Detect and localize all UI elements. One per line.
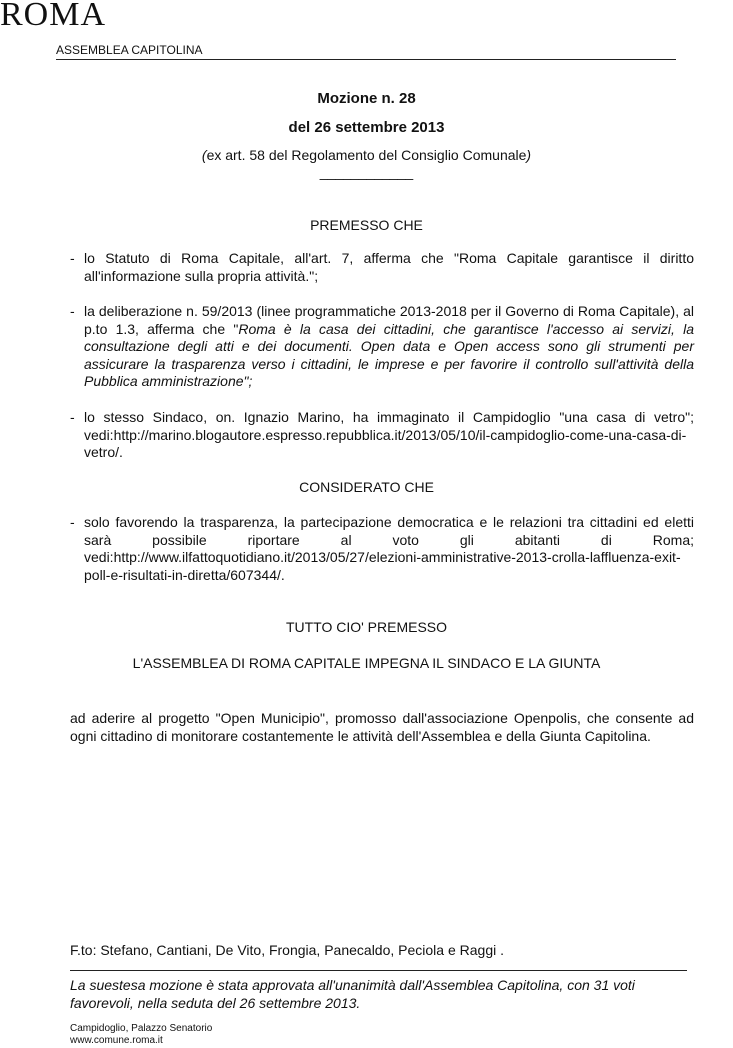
motion-body: ad aderire al progetto "Open Municipio", promosso dall'associazione Openpolis, che consente ad ogni cittadino di monitorare costantemente le attività dell'Assemblea e della Giunta Capitolina.	[70, 710, 694, 744]
premesso-item-text: lo Statuto di Roma Capitale, all'art. 7, afferma che "Roma Capitale garantisce il diritto all'informazione sulla propria attività.";	[84, 250, 694, 284]
premesso-item	[70, 303, 694, 391]
impegna-heading: L'ASSEMBLEA DI ROMA CAPITALE IMPEGNA IL SINDACO E LA GIUNTA	[132, 655, 601, 671]
footer-address: Campidoglio, Palazzo Senatorio	[70, 1023, 213, 1034]
bullet-mark: -	[70, 303, 75, 319]
considerato-item	[70, 514, 694, 584]
premesso-item	[70, 409, 694, 462]
approval-divider	[70, 970, 687, 971]
ref-close-paren: )	[526, 147, 532, 163]
premesso-item-quote: Roma è la casa dei cittadini, che garantisce l'accesso ai servizi, la consultazione degli atti e dei documenti. Open data e Open access sono gli strumenti per assicurare la trasparenza verso i cittadini, le imprese e per favorire il controllo sull'attività della Pubblica amministrazione";	[84, 320, 694, 389]
premesso-item-text: lo stesso Sindaco, on. Ignazio Marino, ha immaginato il Campidoglio "una casa di vetro"; vedi:http://marino.blogautore.espresso.repubblica.it/2013/05/10/il-campidoglio-come-una-casa-di-vetro/.	[84, 409, 694, 460]
title-separator: ____________	[319, 164, 414, 180]
bullet-mark: -	[70, 514, 75, 530]
premesso-heading: PREMESSO CHE	[310, 217, 423, 233]
footer-website: www.comune.roma.it	[70, 1035, 163, 1046]
assembly-subtitle: ASSEMBLEA CAPITOLINA	[56, 43, 203, 57]
ref-text: ex art. 58 del Regolamento del Consiglio Comunale	[206, 147, 527, 163]
motion-date: del 26 settembre 2013	[288, 119, 445, 136]
considerato-heading: CONSIDERATO CHE	[299, 479, 434, 495]
bullet-mark: -	[70, 409, 75, 425]
ref-open-paren: (	[201, 147, 207, 163]
tutto-premesso: TUTTO CIO' PREMESSO	[285, 619, 448, 635]
motion-number: Mozione n. 28	[317, 90, 416, 107]
approval-note: La suestesa mozione è stata approvata all'unanimità dall'Assemblea Capitolina, con 31 voti favorevoli, nella seduta del 26 settembre 2013.	[70, 977, 635, 1011]
signers: F.to: Stefano, Cantiani, De Vito, Frongia, Panecaldo, Peciola e Raggi .	[70, 942, 504, 958]
bullet-mark: -	[70, 250, 75, 266]
roma-logo: ROMA	[0, 0, 107, 33]
premesso-item	[70, 250, 694, 285]
regulation-reference	[0, 147, 733, 163]
considerato-item-text: solo favorendo la trasparenza, la partecipazione democratica e le relazioni tra cittadini ed eletti sarà possibile riportare al voto gli abitanti di Roma; vedi:http://www.ilfattoquotidiano.it/2013/05/27/elezioni-amministrative-2013-crolla-laffluenza-exit-poll-e-risultati-in-diretta/607344/.	[84, 514, 694, 583]
premesso-item-text	[84, 303, 694, 391]
header-divider	[56, 59, 676, 60]
premesso-item-plain: la deliberazione n. 59/2013 (linee programmatiche 2013-2018 per il Governo di Roma Capitale), al p.to 1.3, afferma che "	[84, 303, 694, 337]
